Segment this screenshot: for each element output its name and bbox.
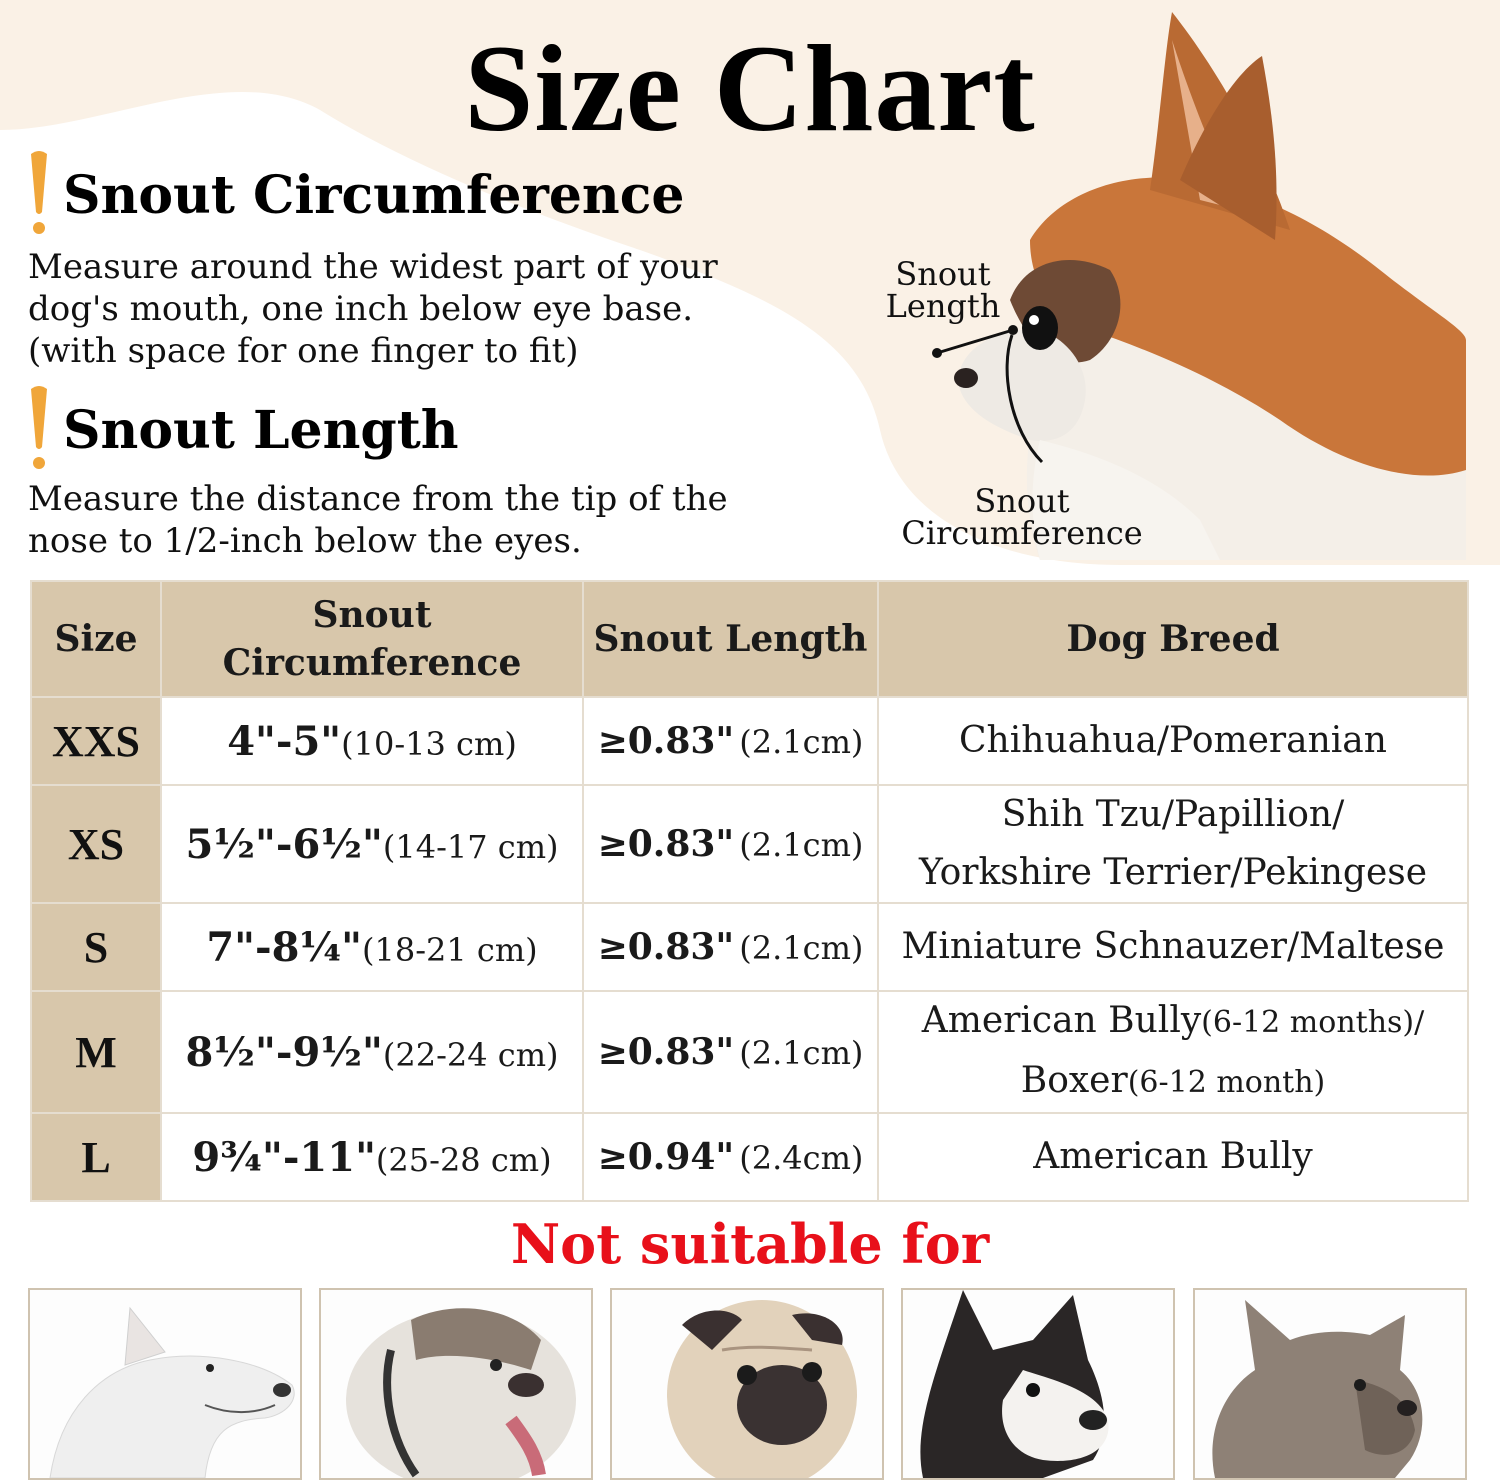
snout-length-heading: Snout Length <box>63 400 459 461</box>
length-cm: (2.1cm) <box>739 826 864 864</box>
size-table <box>30 580 1469 1202</box>
breed-name: American Bully <box>1033 1136 1313 1177</box>
breed-cell <box>878 903 1468 991</box>
size-cell: XXS <box>31 697 161 785</box>
not-suitable-heading: Not suitable for <box>510 1212 990 1276</box>
breed-line <box>879 918 1467 976</box>
snout-length-text <box>28 478 728 562</box>
breed-line <box>879 992 1467 1052</box>
text-line: dog's mouth, one inch below eye base. <box>28 289 694 329</box>
length-cell <box>583 991 878 1113</box>
length-inches: ≥0.83" <box>597 823 735 865</box>
table-row <box>31 903 1468 991</box>
size-cell: L <box>31 1113 161 1201</box>
size-cell: S <box>31 903 161 991</box>
table-header-row <box>31 581 1468 697</box>
bull-terrier-photo <box>28 1288 302 1480</box>
length-cm: (2.4cm) <box>739 1139 864 1177</box>
length-cell <box>583 697 878 785</box>
breed-cell <box>878 697 1468 785</box>
breed-name: Chihuahua/Pomeranian <box>959 720 1387 761</box>
header-size: Size <box>31 581 161 697</box>
snout-circumference-label: Snout Circumference <box>901 482 1143 552</box>
table-row <box>31 697 1468 785</box>
circumference-cell <box>161 991 583 1113</box>
circumference-inches: 4"-5" <box>227 717 342 765</box>
table-row <box>31 785 1468 903</box>
breed-cell <box>878 1113 1468 1201</box>
header-breed: Dog Breed <box>878 581 1468 697</box>
length-inches: ≥0.83" <box>597 926 735 968</box>
length-cell <box>583 785 878 903</box>
table-row <box>31 991 1468 1113</box>
length-inches: ≥0.94" <box>597 1136 735 1178</box>
circumference-cm: (22-24 cm) <box>382 1035 559 1074</box>
length-inches: ≥0.83" <box>597 720 735 762</box>
circumference-inches: 9¾"-11" <box>192 1133 376 1181</box>
breed-line <box>879 844 1467 902</box>
size-cell: M <box>31 991 161 1113</box>
pug-photo <box>610 1288 884 1480</box>
breed-name: Yorkshire Terrier/Pekingese <box>918 852 1428 893</box>
circumference-cell <box>161 785 583 903</box>
text-line: nose to 1/2-inch below the eyes. <box>28 521 582 561</box>
size-cell: XS <box>31 785 161 903</box>
breed-name: Miniature Schnauzer/Maltese <box>901 926 1445 967</box>
text-line: Measure the distance from the tip of the <box>28 479 728 519</box>
snout-circumference-heading: Snout Circumference <box>63 165 685 226</box>
header-circumference: Snout Circumference <box>161 581 583 697</box>
breed-note: (6-12 month) <box>1127 1065 1326 1100</box>
circumference-cm: (10-13 cm) <box>341 724 517 763</box>
french-bulldog-photo <box>901 1288 1175 1480</box>
circumference-cell <box>161 903 583 991</box>
length-cm: (2.1cm) <box>739 929 864 967</box>
exclamation-icon <box>28 385 50 475</box>
breed-line <box>879 1052 1467 1112</box>
circumference-cm: (25-28 cm) <box>375 1140 552 1179</box>
english-bulldog-photo <box>319 1288 593 1480</box>
circumference-inches: 7"-8¼" <box>206 923 362 971</box>
breed-note: (6-12 months)/ <box>1201 1005 1425 1040</box>
length-inches: ≥0.83" <box>597 1031 735 1073</box>
circumference-cell <box>161 1113 583 1201</box>
breed-name: American Bully <box>921 1000 1202 1041</box>
circumference-cm: (14-17 cm) <box>382 827 559 866</box>
breed-line <box>879 1128 1467 1186</box>
circumference-cell <box>161 697 583 785</box>
circumference-inches: 5½"-6½" <box>185 820 383 868</box>
breed-name: Shih Tzu/Papillion/ <box>1001 794 1345 835</box>
circumference-cm: (18-21 cm) <box>362 930 538 969</box>
table-row <box>31 1113 1468 1201</box>
length-cell <box>583 1113 878 1201</box>
breed-cell <box>878 785 1468 903</box>
length-cell <box>583 903 878 991</box>
text-line: (with space for one finger to fit) <box>28 331 579 371</box>
exclamation-icon <box>28 150 50 240</box>
breed-line <box>879 712 1467 770</box>
breed-name: Boxer <box>1020 1060 1128 1101</box>
breed-cell <box>878 991 1468 1113</box>
length-cm: (2.1cm) <box>739 1034 864 1072</box>
snout-length-label: Snout Length <box>885 255 1001 325</box>
header-length: Snout Length <box>583 581 878 697</box>
snout-circumference-text <box>28 246 718 372</box>
circumference-inches: 8½"-9½" <box>185 1028 383 1076</box>
length-cm: (2.1cm) <box>739 723 864 761</box>
breed-line <box>879 786 1467 844</box>
french-bulldog-fawn-photo <box>1193 1288 1467 1480</box>
text-line: Measure around the widest part of your <box>28 247 718 287</box>
page-title: Size Chart <box>464 20 1036 157</box>
